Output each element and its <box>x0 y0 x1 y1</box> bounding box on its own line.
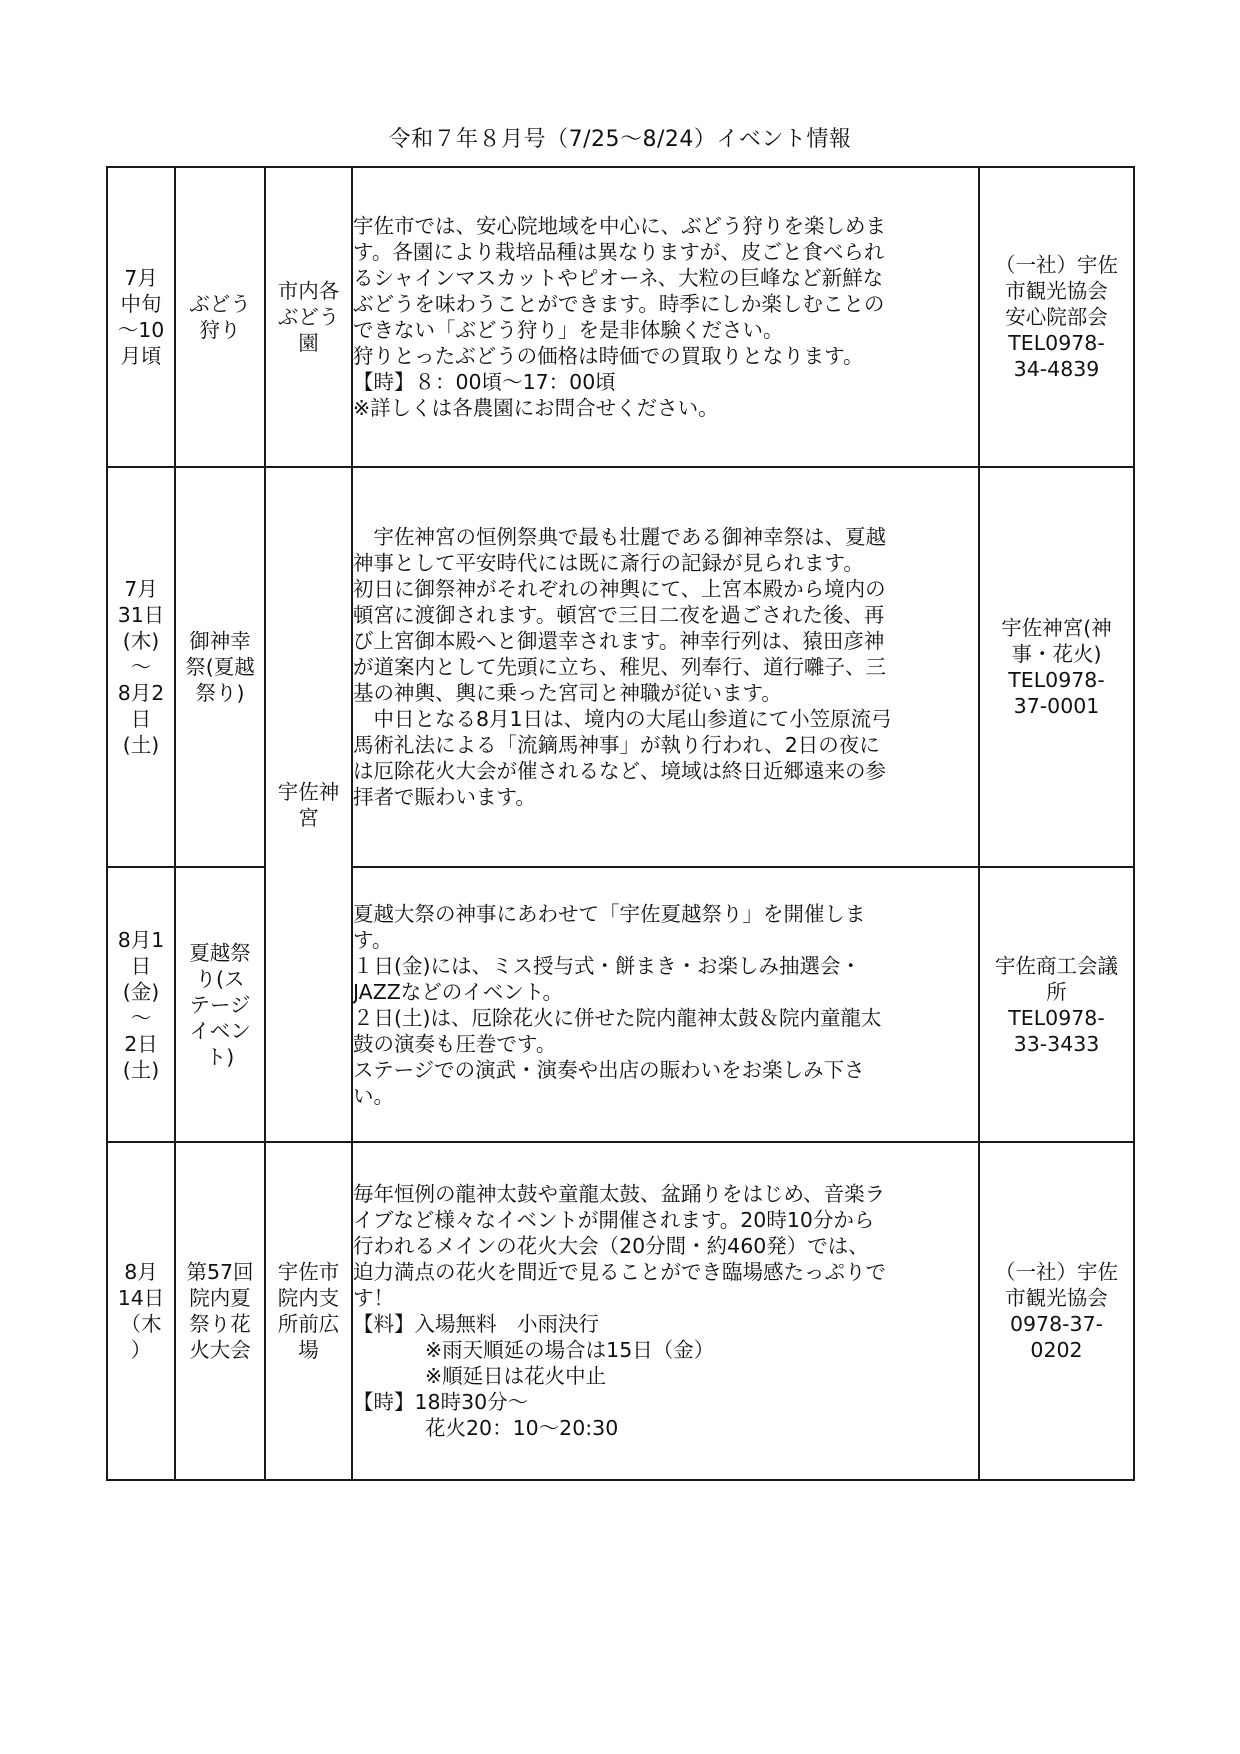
description-line: 中日となる8月1日は、境内の大尾山参道にて小笠原流弓 <box>353 707 892 731</box>
date-line: (土) <box>122 733 160 757</box>
event-name-cell <box>175 1142 265 1480</box>
description-line: び上宮御本殿へと御還幸されます。神幸行列は、猿田彦神 <box>353 629 885 653</box>
event-name-line: り(ス <box>195 966 245 991</box>
contact-line: （一社）宇佐 <box>995 1260 1118 1284</box>
description-line: 夏越大祭の神事にあわせて「宇佐夏越祭り」を開催しま <box>353 901 866 926</box>
contact-line: TEL0978- <box>1008 331 1105 355</box>
date-line: (金) <box>122 979 160 1004</box>
description-line: 基の神輿、輿に乗った宮司と神職が従います。 <box>353 681 782 705</box>
description-cell <box>352 167 979 467</box>
description-line: ぶどうを味わうことができます。時季にしか楽しむことの <box>353 292 885 316</box>
description-line: 拝者で賑わいます。 <box>353 785 536 809</box>
description-line: す！ <box>353 1286 394 1310</box>
date-line: 2日 <box>124 1031 158 1056</box>
table-row <box>107 1142 1134 1480</box>
date-line: ～ <box>130 1005 152 1030</box>
description-line: 毎年恒例の龍神太鼓や童龍太鼓、盆踊りをはじめ、音楽ラ <box>353 1182 886 1206</box>
event-name-line: 火大会 <box>189 1338 251 1362</box>
date-line: 日 <box>130 707 152 731</box>
venue-line: ぶどう <box>277 305 340 329</box>
contact-line: 安心院部会 <box>1005 305 1108 329</box>
venue-line: 宇佐市 <box>277 1260 340 1284</box>
venue-line: 場 <box>298 1338 319 1362</box>
date-line: (土) <box>122 1057 160 1082</box>
description-line: 【時】18時30分～ <box>353 1390 529 1414</box>
table-row <box>107 467 1134 867</box>
contact-cell <box>979 467 1134 867</box>
table-row <box>107 167 1134 467</box>
date-cell <box>107 1142 175 1480</box>
event-name-line: テージ <box>189 992 251 1017</box>
contact-line: 宇佐神宮(神 <box>1001 616 1112 640</box>
description-line: 狩りとったぶどうの価格は時価での買取りとなります。 <box>353 344 864 368</box>
event-name-line: イベン <box>189 1018 251 1043</box>
contact-line: 0202 <box>1030 1338 1083 1362</box>
venue-line: 園 <box>298 331 319 355</box>
description-line: 迫力満点の花火を間近で見ることができ臨場感たっぷりで <box>353 1260 886 1284</box>
description-line: い。 <box>353 1083 394 1108</box>
date-line: 7月 <box>124 577 158 601</box>
venue-cell <box>265 467 352 1142</box>
date-line: （木 <box>120 1312 162 1336</box>
description-cell <box>352 1142 979 1480</box>
description-line: す。各園により栽培品種は異なりますが、皮ごと食べられ <box>353 240 885 264</box>
contact-line: TEL0978- <box>1008 668 1105 692</box>
event-name-cell <box>175 867 265 1142</box>
description-line: 【料】入場無料 小雨決行 <box>353 1312 599 1336</box>
event-name-line: 第57回 <box>186 1260 254 1284</box>
contact-line: 市観光協会 <box>1005 279 1108 303</box>
description-cell <box>352 467 979 867</box>
date-line: ～ <box>130 655 152 679</box>
date-line: 日 <box>130 953 152 978</box>
event-name-cell <box>175 167 265 467</box>
page-title: 令和７年８月号（7/25～8/24）イベント情報 <box>388 127 852 152</box>
description-line: 行われるメインの花火大会（20分間・約460発）では、 <box>353 1234 869 1258</box>
event-name-cell <box>175 467 265 867</box>
date-line: 8月1 <box>117 927 165 952</box>
date-line: 7月 <box>124 266 158 290</box>
contact-line: 0978-37- <box>1009 1312 1104 1336</box>
contact-line: 市観光協会 <box>1005 1286 1108 1310</box>
contact-cell <box>979 167 1134 467</box>
event-table <box>106 166 1135 1481</box>
description-line: るシャインマスカットやピオーネ、大粒の巨峰など新鮮な <box>353 266 884 290</box>
description-line: ※雨天順延の場合は15日（金） <box>425 1338 715 1362</box>
event-name-line: 祭り) <box>195 681 245 705</box>
date-line: 8月 <box>124 1260 158 1284</box>
date-line: 月頃 <box>120 344 162 368</box>
event-name-line: 祭り花 <box>189 1312 251 1336</box>
contact-line: TEL0978- <box>1008 1005 1105 1030</box>
description-line: １日(金)には、ミス授与式・餅まき・お楽しみ抽選会・ <box>353 953 861 978</box>
date-line: 31日 <box>117 603 165 627</box>
event-name-line: 院内夏 <box>189 1286 251 1310</box>
description-line: 宇佐神宮の恒例祭典で最も壮麗である御神幸祭は、夏越 <box>353 525 886 549</box>
date-line: 中旬 <box>120 292 162 316</box>
date-line: ～10 <box>117 318 165 342</box>
description-line: ※詳しくは各農園にお問合せください。 <box>353 396 719 420</box>
description-line: 初日に御祭神がそれぞれの神輿にて、上宮本殿から境内の <box>353 577 886 601</box>
description-line: 馬術礼法による「流鏑馬神事」が執り行われ、2日の夜に <box>353 733 880 757</box>
venue-line: 院内支 <box>277 1286 340 1310</box>
event-name-line: ぶどう <box>189 292 251 316</box>
description-line: できない「ぶどう狩り」を是非体験ください。 <box>353 318 784 342</box>
description-line: は厄除花火大会が催されるなど、境域は終日近郷遠来の参 <box>353 759 886 783</box>
contact-line: 宇佐商工会議 <box>995 953 1118 978</box>
venue-line: 宇佐神 <box>277 779 340 804</box>
contact-line: 34-4839 <box>1013 357 1100 381</box>
description-line: 頓宮に渡御されます。頓宮で三日二夜を過ごされた後、再 <box>353 603 885 627</box>
venue-line: 市内各 <box>277 279 340 303</box>
description-line: す。 <box>353 927 393 952</box>
contact-line: 事・花火) <box>1011 642 1102 666</box>
venue-line: 所前広 <box>277 1312 340 1336</box>
date-cell <box>107 167 175 467</box>
date-line: 14日 <box>117 1286 165 1310</box>
contact-line: （一社）宇佐 <box>995 253 1118 277</box>
description-line: イブなど様々なイベントが開催されます。20時10分から <box>353 1208 875 1232</box>
date-line: 8月2 <box>117 681 165 705</box>
description-line: ２日(土)は、厄除花火に併せた院内龍神太鼓＆院内童龍太 <box>353 1005 882 1030</box>
description-line: 宇佐市では、安心院地域を中心に、ぶどう狩りを楽しめま <box>353 214 886 238</box>
contact-cell <box>979 1142 1134 1480</box>
venue-line: 宮 <box>298 805 319 830</box>
event-name-line: 夏越祭 <box>189 940 251 965</box>
event-name-line: 祭(夏越 <box>185 655 255 679</box>
venue-cell <box>265 167 352 467</box>
event-name-line: ト) <box>205 1044 235 1069</box>
contact-cell <box>979 867 1134 1142</box>
description-line: 【時】８：00頃～17：00頃 <box>353 370 616 394</box>
description-line: が道案内として先頭に立ち、稚児、列奉行、道行囃子、三 <box>353 655 886 679</box>
contact-line: 33-3433 <box>1013 1031 1100 1056</box>
description-line: 鼓の演奏も圧巻です。 <box>353 1031 557 1056</box>
description-line: JAZZなどのイベント。 <box>353 979 563 1004</box>
date-cell <box>107 467 175 867</box>
table-row <box>107 867 1134 1142</box>
description-line: ※順延日は花火中止 <box>425 1364 607 1388</box>
contact-line: 所 <box>1046 979 1067 1004</box>
date-cell <box>107 867 175 1142</box>
description-line: 神事として平安時代には既に斎行の記録が見られます。 <box>353 551 864 575</box>
description-line: 花火20：10～20:30 <box>425 1416 619 1440</box>
description-line: ステージでの演武・演奏や出店の賑わいをお楽しみ下さ <box>353 1057 865 1082</box>
date-line: ） <box>130 1338 152 1362</box>
description-cell <box>352 867 979 1142</box>
date-line: (木) <box>122 629 160 653</box>
event-name-line: 御神幸 <box>189 629 251 653</box>
event-name-line: 狩り <box>199 318 241 342</box>
contact-line: 37-0001 <box>1013 694 1100 718</box>
venue-cell <box>265 1142 352 1480</box>
